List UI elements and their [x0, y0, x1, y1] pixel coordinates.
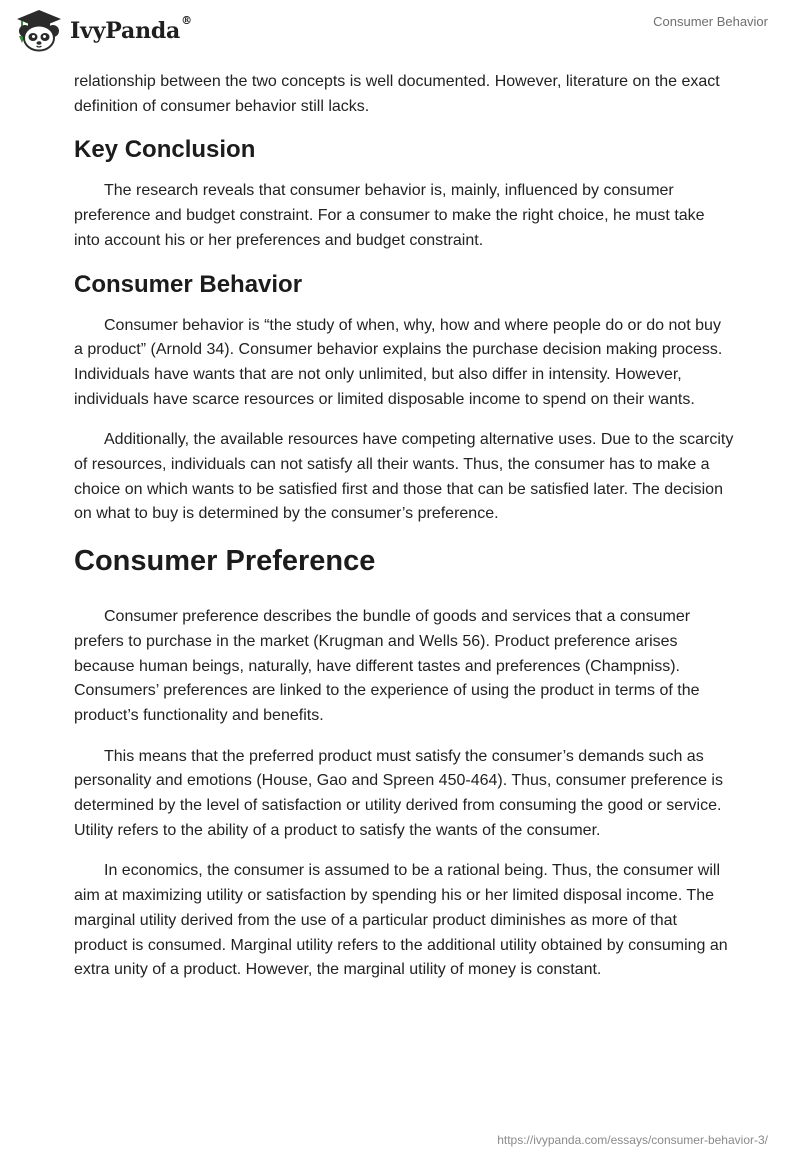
essay-body — [74, 70, 734, 999]
paragraph: This means that the preferred product must satisfy the consumer’s demands such as personality and emotions (House, Gao and Spreen 450-464). Thus, consumer preference is determined by the level of satisfaction or utility derived from consuming the good or service. Utility refers to the ability of a product to satisfy the wants of the consumer. — [74, 747, 723, 839]
paragraph: Consumer preference describes the bundle of goods and services that a consumer prefers to purchase in the market (Krugman and Wells 56). Product preference arises because human beings, naturally, have different tastes and preferences (Champniss). Consumers’ preferences are linked to the experience of using the product in terms of the product’s functionality and benefits. — [74, 608, 700, 724]
intro-paragraph: relationship between the two concepts is well documented. However, literature on the exact definition of consumer behavior still lacks. — [74, 73, 720, 115]
section-heading-consumer-behavior: Consumer Behavior — [74, 270, 303, 298]
document-title: Consumer Behavior — [653, 14, 768, 29]
logo-wordmark: IvyPanda® — [70, 14, 192, 44]
section-heading-key-conclusion: Key Conclusion — [74, 136, 256, 164]
paragraph: In economics, the consumer is assumed to be a rational being. Thus, the consumer will aim at maximizing utility or satisfaction by spending his or her limited disposal income. The marginal utility derived from the use of a particular product diminishes as more of that product is consumed. Marginal utility refers to the additional utility obtained by consuming an extra unity of a product. However, the marginal utility of money is constant. — [74, 862, 728, 979]
panda-graduation-cap-icon — [14, 8, 64, 52]
ivypanda-logo[interactable] — [14, 8, 192, 52]
source-url[interactable]: https://ivypanda.com/essays/consumer-behavior-3/ — [497, 1133, 768, 1147]
paragraph: Additionally, the available resources have competing alternative uses. Due to the scarcity of resources, individuals can not satisfy all their wants. Thus, the consumer has to make a choice on which wants to be satisfied first and those that can be satisfied later. The decision on what to buy is determined by the consumer’s preference. — [74, 431, 734, 523]
paragraph: Consumer behavior is “the study of when, why, how and where people do or do not buy a product” (Arnold 34). Consumer behavior explains the purchase decision making process. Individuals have wants that are not only unlimited, but also differ in intensity. However, individuals have scarce resources or limited disposable income to spend on their wants. — [74, 316, 723, 408]
section-heading-consumer-preference: Consumer Preference — [74, 545, 376, 578]
page-header — [0, 0, 800, 60]
paragraph: The research reveals that consumer behavior is, mainly, influenced by consumer preference and budget constraint. For a consumer to make the right choice, he must take into account his or her preferences and budget constraint. — [74, 182, 705, 249]
